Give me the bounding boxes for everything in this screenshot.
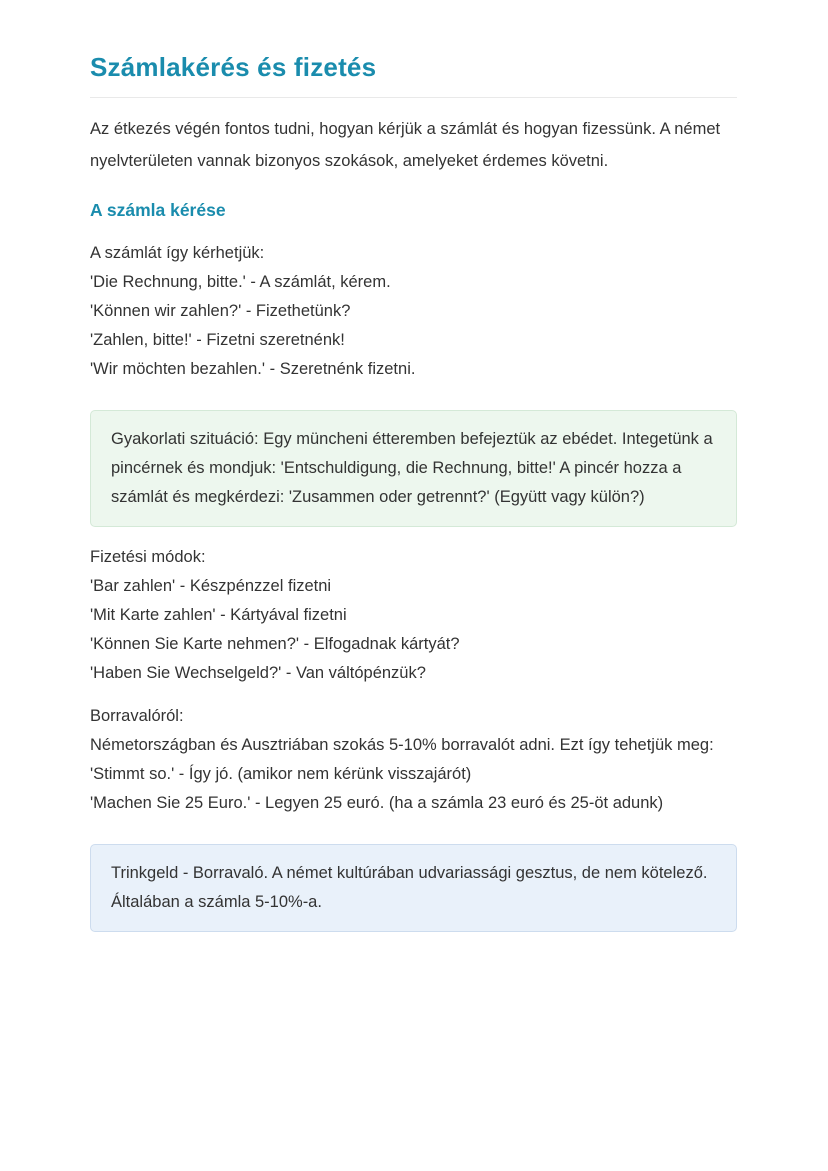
phrase-line: 'Können Sie Karte nehmen?' - Elfogadnak kártyát?: [90, 635, 460, 653]
phrase-line: 'Mit Karte zahlen' - Kártyával fizetni: [90, 606, 347, 624]
phrase-line: 'Wir möchten bezahlen.' - Szeretnénk fizetni.: [90, 360, 416, 378]
practice-situation-note: [90, 410, 737, 527]
phrase-line: 'Machen Sie 25 Euro.' - Legyen 25 euró. (ha a számla 23 euró és 25-öt adunk): [90, 794, 664, 812]
intro-paragraph: Az étkezés végén fontos tudni, hogyan kérjük a számlát és hogyan fizessünk. A német nyelvterületen vannak bizonyos szokások, amelyeket érdemes követni.: [90, 120, 721, 170]
phrase-line: 'Haben Sie Wechselgeld?' - Van váltópénzük?: [90, 664, 426, 682]
page-title: Számlakérés és fizetés: [90, 52, 377, 82]
phrase-list-payment-methods: [90, 543, 737, 688]
phrase-line: 'Die Rechnung, bitte.' - A számlát, kérem.: [90, 273, 391, 291]
phrase-line: Németországban és Ausztriában szokás 5-10% borravalót adni. Ezt így tehetjük meg:: [90, 736, 714, 754]
phrase-line: 'Können wir zahlen?' - Fizethetünk?: [90, 302, 351, 320]
phrase-line: Fizetési módok:: [90, 548, 206, 566]
phrase-list-tipping: [90, 702, 737, 818]
phrase-list-bill-request: [90, 239, 737, 384]
phrase-line: 'Zahlen, bitte!' - Fizetni szeretnénk!: [90, 331, 345, 349]
phrase-line: 'Stimmt so.' - Így jó. (amikor nem kérünk visszajárót): [90, 765, 472, 783]
phrase-line: Borravalóról:: [90, 707, 184, 725]
tipping-info-note: [90, 844, 737, 932]
practice-situation-text: Gyakorlati szituáció: Egy müncheni étteremben befejeztük az ebédet. Integetünk a pincérnek és mondjuk: 'Entschuldigung, die Rechnung, bitte!' A pincér hozza a számlát és megkérdezi: 'Zusammen oder getrennt?' (Együtt vagy külön?): [111, 430, 713, 506]
tipping-info-text: Trinkgeld - Borravaló. A német kultúrában udvariassági gesztus, de nem kötelező. Általában a számla 5-10%-a.: [111, 864, 708, 911]
section-heading-bill-request: A számla kérése: [90, 200, 226, 220]
title-divider: [90, 97, 737, 98]
phrase-line: 'Bar zahlen' - Készpénzzel fizetni: [90, 577, 332, 595]
phrase-line: A számlát így kérhetjük:: [90, 244, 265, 262]
